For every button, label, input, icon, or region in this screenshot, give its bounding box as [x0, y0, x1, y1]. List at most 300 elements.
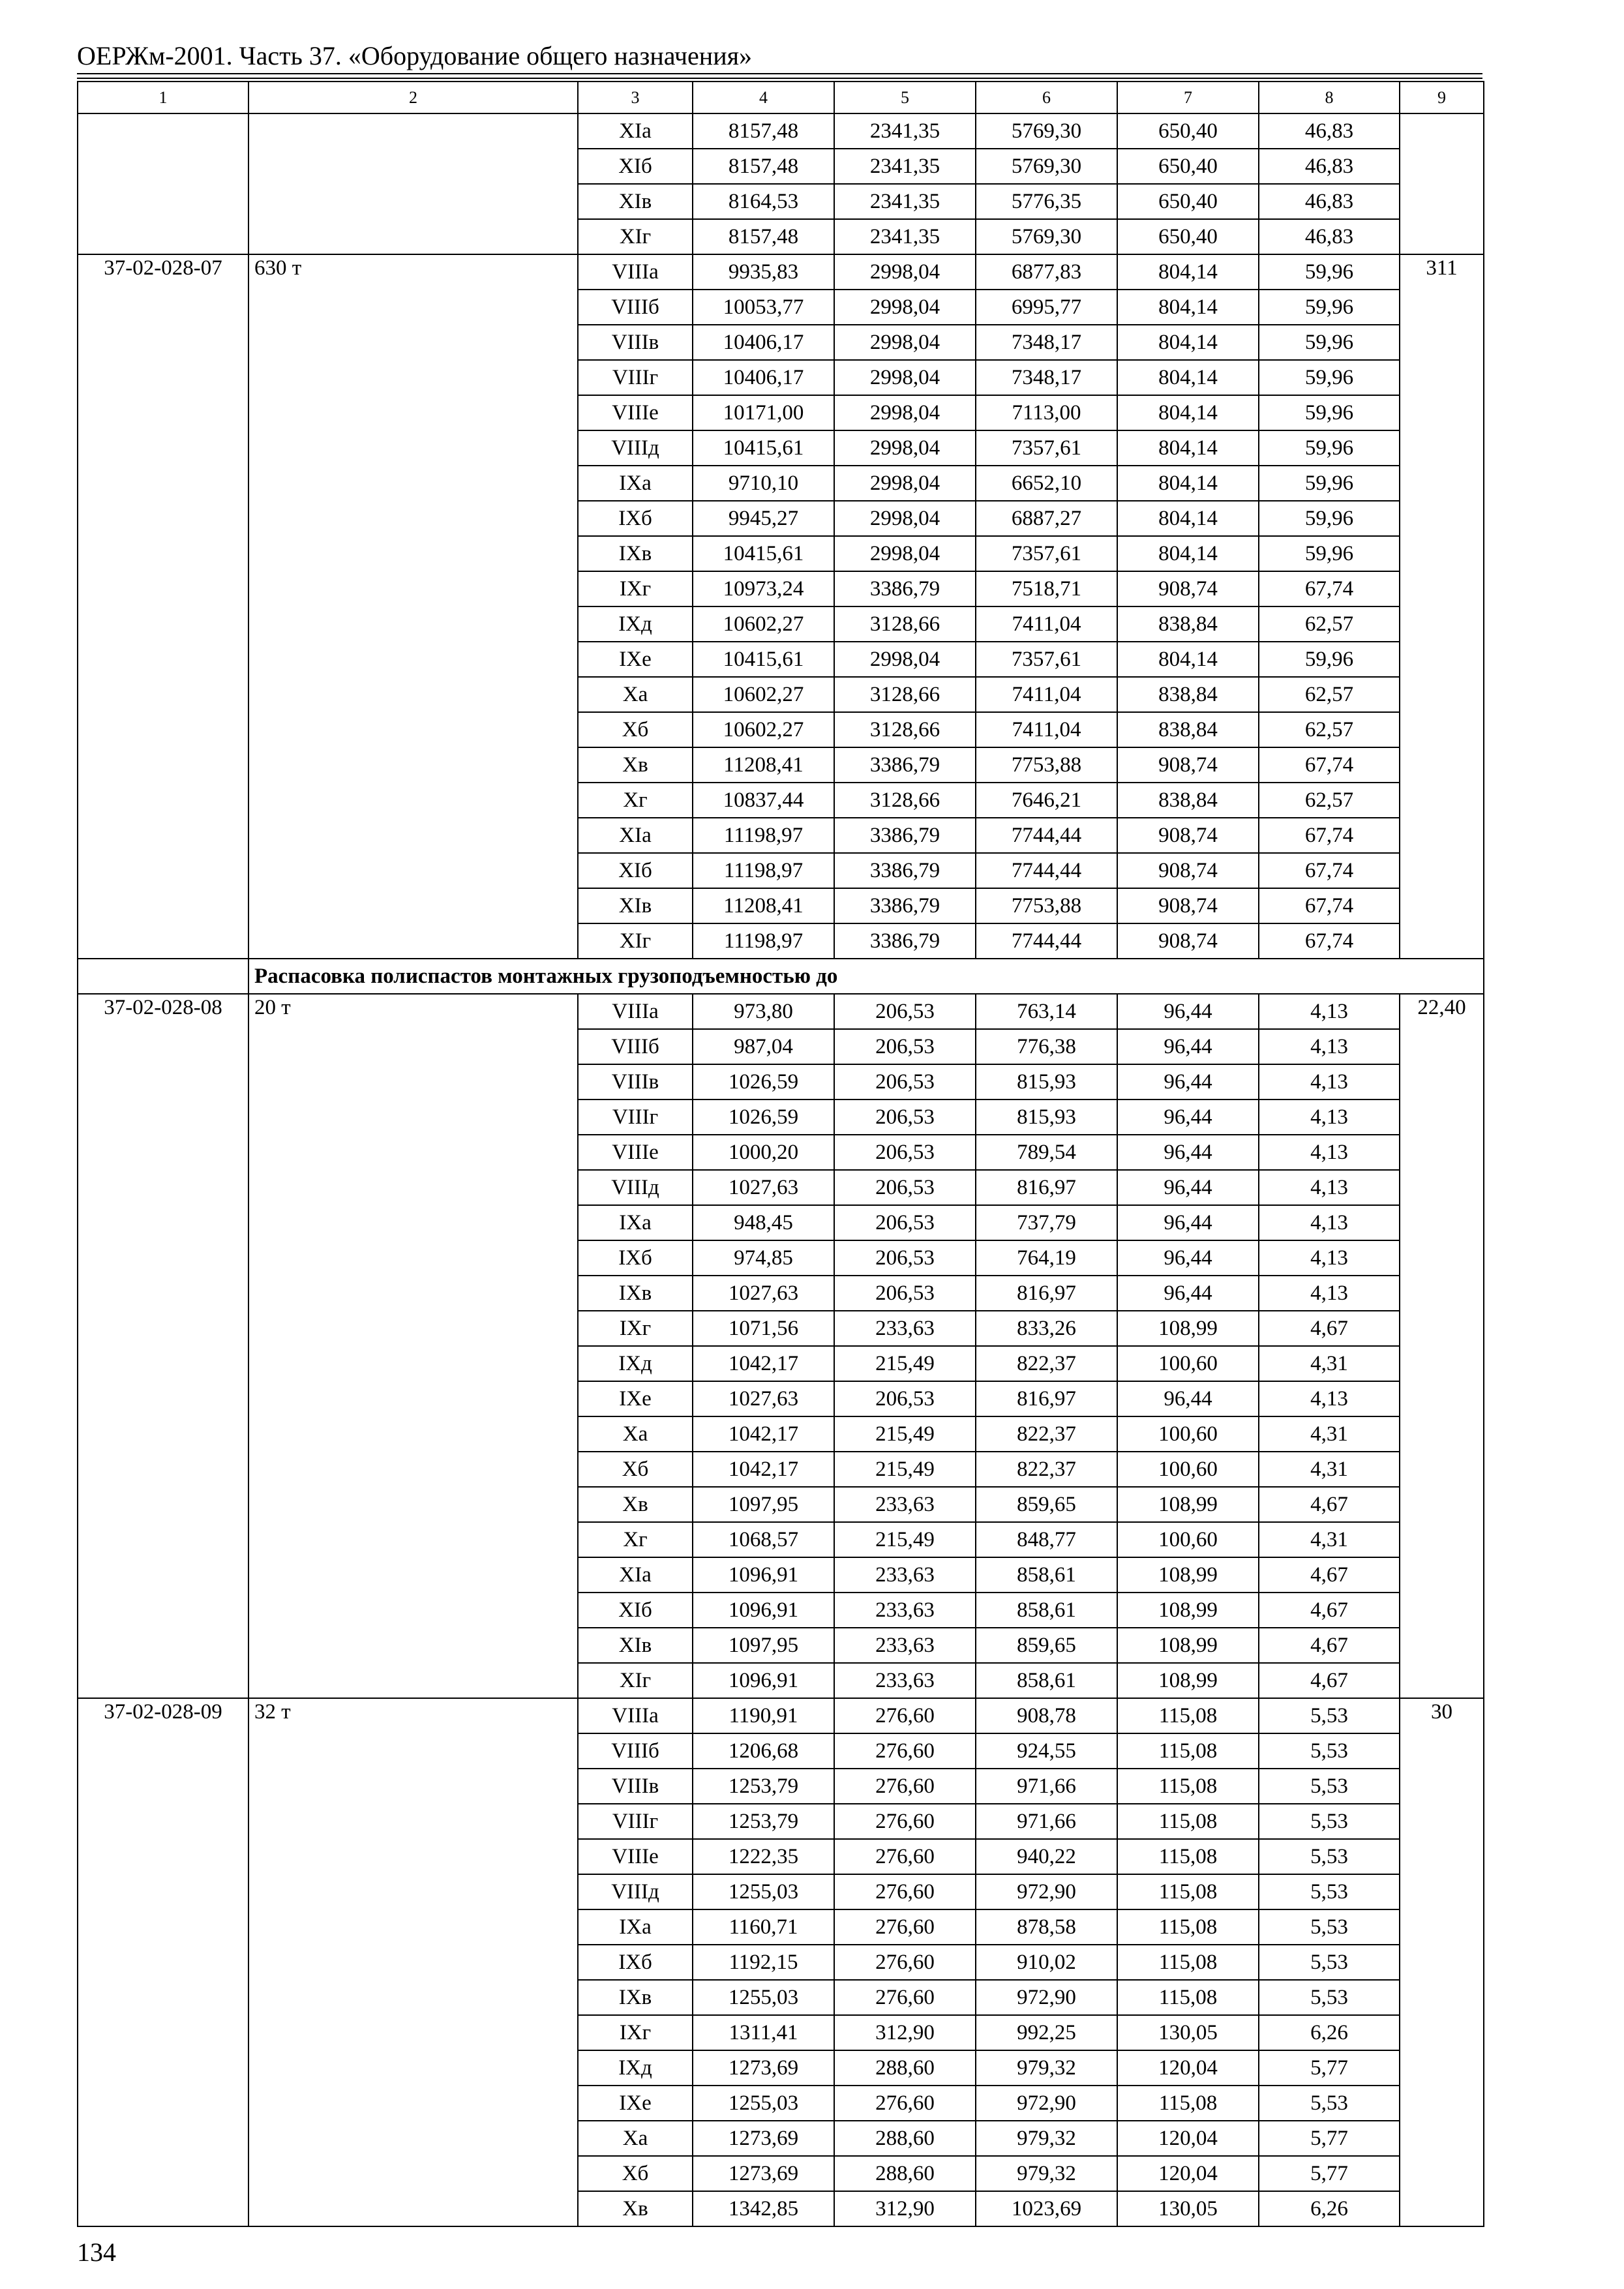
- value-cell: 3386,79: [834, 571, 976, 606]
- value-cell: 5,77: [1259, 2050, 1400, 2086]
- value-cell: 11198,97: [693, 818, 834, 853]
- zone-cell: Xа: [578, 2121, 693, 2156]
- value-cell: 815,93: [976, 1064, 1117, 1100]
- value-cell: 4,13: [1259, 1205, 1400, 1240]
- value-cell: 973,80: [693, 994, 834, 1029]
- value-cell: 206,53: [834, 1205, 976, 1240]
- zone-cell: VIIIд: [578, 1874, 693, 1909]
- value-cell: 59,96: [1259, 430, 1400, 466]
- value-cell: 2998,04: [834, 325, 976, 360]
- value-cell: 46,83: [1259, 149, 1400, 184]
- value-cell: 1023,69: [976, 2191, 1117, 2226]
- value-cell: 10973,24: [693, 571, 834, 606]
- column-9-cell: 30: [1400, 1698, 1484, 2226]
- value-cell: 1160,71: [693, 1909, 834, 1945]
- zone-cell: IXг: [578, 2015, 693, 2050]
- value-cell: 1096,91: [693, 1557, 834, 1593]
- value-cell: 108,99: [1117, 1311, 1259, 1346]
- value-cell: 908,74: [1117, 747, 1259, 783]
- value-cell: 804,14: [1117, 642, 1259, 677]
- value-cell: 7744,44: [976, 923, 1117, 959]
- value-cell: 4,13: [1259, 994, 1400, 1029]
- rate-name-cell: 20 т: [248, 994, 578, 1698]
- value-cell: 1222,35: [693, 1839, 834, 1874]
- value-cell: 5,53: [1259, 1698, 1400, 1733]
- value-cell: 4,13: [1259, 1135, 1400, 1170]
- value-cell: 924,55: [976, 1733, 1117, 1769]
- value-cell: 838,84: [1117, 677, 1259, 712]
- zone-cell: VIIIе: [578, 1839, 693, 1874]
- value-cell: 276,60: [834, 1698, 976, 1733]
- value-cell: 2341,35: [834, 113, 976, 149]
- value-cell: 815,93: [976, 1100, 1117, 1135]
- value-cell: 1253,79: [693, 1804, 834, 1839]
- value-cell: 96,44: [1117, 1205, 1259, 1240]
- value-cell: 971,66: [976, 1804, 1117, 1839]
- value-cell: 96,44: [1117, 1240, 1259, 1276]
- value-cell: 5,53: [1259, 1839, 1400, 1874]
- value-cell: 10053,77: [693, 290, 834, 325]
- value-cell: 10415,61: [693, 536, 834, 571]
- value-cell: 108,99: [1117, 1628, 1259, 1663]
- zone-cell: IXв: [578, 1980, 693, 2015]
- rate-name-cell: 32 т: [248, 1698, 578, 2226]
- value-cell: 2341,35: [834, 219, 976, 254]
- zone-cell: VIIIб: [578, 1733, 693, 1769]
- value-cell: 838,84: [1117, 783, 1259, 818]
- zone-cell: Xв: [578, 747, 693, 783]
- value-cell: 67,74: [1259, 571, 1400, 606]
- value-cell: 3128,66: [834, 677, 976, 712]
- zone-cell: XIб: [578, 853, 693, 888]
- value-cell: 100,60: [1117, 1452, 1259, 1487]
- value-cell: 5,53: [1259, 1804, 1400, 1839]
- value-cell: 108,99: [1117, 1593, 1259, 1628]
- value-cell: 288,60: [834, 2156, 976, 2191]
- column-number-cell: 8: [1259, 82, 1400, 113]
- value-cell: 1042,17: [693, 1416, 834, 1452]
- value-cell: 987,04: [693, 1029, 834, 1064]
- value-cell: 233,63: [834, 1557, 976, 1593]
- value-cell: 3386,79: [834, 853, 976, 888]
- rate-code-cell: 37-02-028-09: [78, 1698, 248, 2226]
- zone-cell: VIIIб: [578, 1029, 693, 1064]
- value-cell: 650,40: [1117, 219, 1259, 254]
- value-cell: 96,44: [1117, 1276, 1259, 1311]
- value-cell: 206,53: [834, 1135, 976, 1170]
- value-cell: 1000,20: [693, 1135, 834, 1170]
- value-cell: 288,60: [834, 2121, 976, 2156]
- value-cell: 276,60: [834, 1769, 976, 1804]
- column-number-cell: 1: [78, 82, 248, 113]
- value-cell: 7411,04: [976, 677, 1117, 712]
- value-cell: 96,44: [1117, 1064, 1259, 1100]
- value-cell: 4,31: [1259, 1522, 1400, 1557]
- value-cell: 1255,03: [693, 2086, 834, 2121]
- value-cell: 2998,04: [834, 430, 976, 466]
- value-cell: 822,37: [976, 1416, 1117, 1452]
- zone-cell: VIIIг: [578, 1804, 693, 1839]
- value-cell: 910,02: [976, 1945, 1117, 1980]
- value-cell: 4,13: [1259, 1381, 1400, 1416]
- value-cell: 858,61: [976, 1663, 1117, 1698]
- value-cell: 650,40: [1117, 184, 1259, 219]
- value-cell: 1255,03: [693, 1980, 834, 2015]
- value-cell: 233,63: [834, 1628, 976, 1663]
- value-cell: 908,74: [1117, 888, 1259, 923]
- value-cell: 5769,30: [976, 219, 1117, 254]
- value-cell: 115,08: [1117, 1945, 1259, 1980]
- value-cell: 7113,00: [976, 395, 1117, 430]
- value-cell: 276,60: [834, 1733, 976, 1769]
- zone-cell: VIIIв: [578, 325, 693, 360]
- value-cell: 11198,97: [693, 853, 834, 888]
- zone-cell: XIв: [578, 1628, 693, 1663]
- zone-cell: IXг: [578, 571, 693, 606]
- table-row: [78, 1698, 1484, 1733]
- zone-cell: IXв: [578, 1276, 693, 1311]
- header-rule-top: [77, 73, 1482, 74]
- value-cell: 59,96: [1259, 395, 1400, 430]
- value-cell: 67,74: [1259, 923, 1400, 959]
- zone-cell: XIб: [578, 1593, 693, 1628]
- value-cell: 1096,91: [693, 1663, 834, 1698]
- value-cell: 120,04: [1117, 2121, 1259, 2156]
- value-cell: 7357,61: [976, 642, 1117, 677]
- value-cell: 276,60: [834, 1839, 976, 1874]
- zone-cell: VIIIг: [578, 360, 693, 395]
- value-cell: 5,77: [1259, 2121, 1400, 2156]
- value-cell: 115,08: [1117, 1769, 1259, 1804]
- zone-cell: VIIIд: [578, 1170, 693, 1205]
- value-cell: 7348,17: [976, 325, 1117, 360]
- value-cell: 7744,44: [976, 818, 1117, 853]
- value-cell: 4,67: [1259, 1593, 1400, 1628]
- value-cell: 5776,35: [976, 184, 1117, 219]
- value-cell: 10602,27: [693, 606, 834, 642]
- value-cell: 848,77: [976, 1522, 1117, 1557]
- value-cell: 4,13: [1259, 1100, 1400, 1135]
- zone-cell: IXа: [578, 1909, 693, 1945]
- value-cell: 1026,59: [693, 1100, 834, 1135]
- value-cell: 3386,79: [834, 923, 976, 959]
- value-cell: 4,13: [1259, 1240, 1400, 1276]
- zone-cell: VIIIа: [578, 254, 693, 290]
- header-rule-bottom: [77, 78, 1482, 79]
- zone-cell: IXе: [578, 642, 693, 677]
- value-cell: 2998,04: [834, 466, 976, 501]
- zone-cell: Xв: [578, 1487, 693, 1522]
- value-cell: 4,13: [1259, 1170, 1400, 1205]
- value-cell: 972,90: [976, 1874, 1117, 1909]
- value-cell: 115,08: [1117, 1909, 1259, 1945]
- value-cell: 233,63: [834, 1593, 976, 1628]
- value-cell: 215,49: [834, 1346, 976, 1381]
- value-cell: 312,90: [834, 2015, 976, 2050]
- value-cell: 96,44: [1117, 994, 1259, 1029]
- value-cell: 4,31: [1259, 1346, 1400, 1381]
- value-cell: 96,44: [1117, 1381, 1259, 1416]
- value-cell: 974,85: [693, 1240, 834, 1276]
- value-cell: 4,31: [1259, 1452, 1400, 1487]
- value-cell: 100,60: [1117, 1416, 1259, 1452]
- value-cell: 5,53: [1259, 1733, 1400, 1769]
- value-cell: 1042,17: [693, 1346, 834, 1381]
- value-cell: 59,96: [1259, 466, 1400, 501]
- value-cell: 206,53: [834, 1100, 976, 1135]
- zone-cell: VIIIе: [578, 395, 693, 430]
- page-number: 134: [77, 2237, 116, 2267]
- value-cell: 816,97: [976, 1381, 1117, 1416]
- value-cell: 206,53: [834, 1381, 976, 1416]
- zone-cell: IXб: [578, 1945, 693, 1980]
- value-cell: 1255,03: [693, 1874, 834, 1909]
- zone-cell: XIа: [578, 113, 693, 149]
- value-cell: 115,08: [1117, 1874, 1259, 1909]
- value-cell: 7646,21: [976, 783, 1117, 818]
- value-cell: 1027,63: [693, 1381, 834, 1416]
- value-cell: 5769,30: [976, 149, 1117, 184]
- section-row: [78, 959, 1484, 994]
- value-cell: 3386,79: [834, 888, 976, 923]
- value-cell: 206,53: [834, 1029, 976, 1064]
- value-cell: 816,97: [976, 1276, 1117, 1311]
- value-cell: 1026,59: [693, 1064, 834, 1100]
- value-cell: 5,53: [1259, 1909, 1400, 1945]
- value-cell: 8157,48: [693, 219, 834, 254]
- section-empty-cell: [78, 959, 248, 994]
- value-cell: 46,83: [1259, 113, 1400, 149]
- zone-cell: Xг: [578, 1522, 693, 1557]
- value-cell: 4,67: [1259, 1663, 1400, 1698]
- table-row: [78, 254, 1484, 290]
- value-cell: 1096,91: [693, 1593, 834, 1628]
- value-cell: 7357,61: [976, 430, 1117, 466]
- value-cell: 763,14: [976, 994, 1117, 1029]
- value-cell: 10415,61: [693, 430, 834, 466]
- value-cell: 822,37: [976, 1452, 1117, 1487]
- value-cell: 206,53: [834, 1064, 976, 1100]
- zone-cell: XIг: [578, 923, 693, 959]
- value-cell: 10406,17: [693, 325, 834, 360]
- zone-cell: VIIIв: [578, 1769, 693, 1804]
- value-cell: 1027,63: [693, 1170, 834, 1205]
- value-cell: 215,49: [834, 1416, 976, 1452]
- value-cell: 206,53: [834, 1276, 976, 1311]
- zone-cell: IXв: [578, 536, 693, 571]
- value-cell: 96,44: [1117, 1170, 1259, 1205]
- zone-cell: IXе: [578, 1381, 693, 1416]
- value-cell: 10602,27: [693, 677, 834, 712]
- value-cell: 833,26: [976, 1311, 1117, 1346]
- value-cell: 6887,27: [976, 501, 1117, 536]
- zone-cell: Xв: [578, 2191, 693, 2226]
- value-cell: 5,77: [1259, 2156, 1400, 2191]
- value-cell: 276,60: [834, 1980, 976, 2015]
- value-cell: 776,38: [976, 1029, 1117, 1064]
- column-number-cell: 2: [248, 82, 578, 113]
- value-cell: 1097,95: [693, 1487, 834, 1522]
- rate-code-cell: 37-02-028-07: [78, 254, 248, 959]
- column-9-cell: 311: [1400, 254, 1484, 959]
- value-cell: 10171,00: [693, 395, 834, 430]
- value-cell: 46,83: [1259, 219, 1400, 254]
- value-cell: 940,22: [976, 1839, 1117, 1874]
- zone-cell: VIIIд: [578, 430, 693, 466]
- value-cell: 62,57: [1259, 712, 1400, 747]
- value-cell: 908,74: [1117, 923, 1259, 959]
- value-cell: 858,61: [976, 1557, 1117, 1593]
- value-cell: 8164,53: [693, 184, 834, 219]
- column-number-cell: 3: [578, 82, 693, 113]
- value-cell: 2998,04: [834, 501, 976, 536]
- value-cell: 11198,97: [693, 923, 834, 959]
- column-number-cell: 5: [834, 82, 976, 113]
- value-cell: 764,19: [976, 1240, 1117, 1276]
- value-cell: 816,97: [976, 1170, 1117, 1205]
- zone-cell: VIIIе: [578, 1135, 693, 1170]
- value-cell: 10837,44: [693, 783, 834, 818]
- value-cell: 11208,41: [693, 747, 834, 783]
- value-cell: 5,53: [1259, 1980, 1400, 2015]
- value-cell: 115,08: [1117, 1839, 1259, 1874]
- value-cell: 2341,35: [834, 149, 976, 184]
- value-cell: 804,14: [1117, 360, 1259, 395]
- zone-cell: XIв: [578, 888, 693, 923]
- value-cell: 115,08: [1117, 1733, 1259, 1769]
- value-cell: 108,99: [1117, 1663, 1259, 1698]
- value-cell: 6,26: [1259, 2015, 1400, 2050]
- value-cell: 3128,66: [834, 712, 976, 747]
- value-cell: 120,04: [1117, 2050, 1259, 2086]
- value-cell: 1253,79: [693, 1769, 834, 1804]
- table-row: [78, 994, 1484, 1029]
- rate-name-cell: 630 т: [248, 254, 578, 959]
- value-cell: 979,32: [976, 2156, 1117, 2191]
- zone-cell: Xг: [578, 783, 693, 818]
- value-cell: 7744,44: [976, 853, 1117, 888]
- price-table: [77, 81, 1484, 2227]
- value-cell: 276,60: [834, 1909, 976, 1945]
- value-cell: 3128,66: [834, 783, 976, 818]
- value-cell: 1342,85: [693, 2191, 834, 2226]
- value-cell: 5,53: [1259, 2086, 1400, 2121]
- value-cell: 2998,04: [834, 642, 976, 677]
- value-cell: 1192,15: [693, 1945, 834, 1980]
- value-cell: 2998,04: [834, 360, 976, 395]
- value-cell: 804,14: [1117, 536, 1259, 571]
- value-cell: 3128,66: [834, 606, 976, 642]
- zone-cell: IXа: [578, 466, 693, 501]
- value-cell: 859,65: [976, 1628, 1117, 1663]
- value-cell: 5,53: [1259, 1874, 1400, 1909]
- value-cell: 2998,04: [834, 536, 976, 571]
- value-cell: 1097,95: [693, 1628, 834, 1663]
- value-cell: 972,90: [976, 1980, 1117, 2015]
- value-cell: 11208,41: [693, 888, 834, 923]
- value-cell: 7411,04: [976, 606, 1117, 642]
- value-cell: 59,96: [1259, 325, 1400, 360]
- value-cell: 59,96: [1259, 360, 1400, 395]
- zone-cell: Xб: [578, 2156, 693, 2191]
- value-cell: 804,14: [1117, 466, 1259, 501]
- value-cell: 96,44: [1117, 1100, 1259, 1135]
- value-cell: 115,08: [1117, 1698, 1259, 1733]
- value-cell: 650,40: [1117, 113, 1259, 149]
- value-cell: 948,45: [693, 1205, 834, 1240]
- value-cell: 4,13: [1259, 1276, 1400, 1311]
- value-cell: 312,90: [834, 2191, 976, 2226]
- value-cell: 120,04: [1117, 2156, 1259, 2191]
- value-cell: 130,05: [1117, 2015, 1259, 2050]
- value-cell: 1071,56: [693, 1311, 834, 1346]
- value-cell: 100,60: [1117, 1346, 1259, 1381]
- value-cell: 838,84: [1117, 606, 1259, 642]
- value-cell: 1311,41: [693, 2015, 834, 2050]
- value-cell: 288,60: [834, 2050, 976, 2086]
- value-cell: 115,08: [1117, 1980, 1259, 2015]
- value-cell: 804,14: [1117, 501, 1259, 536]
- value-cell: 206,53: [834, 1240, 976, 1276]
- value-cell: 858,61: [976, 1593, 1117, 1628]
- value-cell: 67,74: [1259, 888, 1400, 923]
- value-cell: 804,14: [1117, 395, 1259, 430]
- value-cell: 108,99: [1117, 1557, 1259, 1593]
- value-cell: 908,74: [1117, 818, 1259, 853]
- zone-cell: VIIIб: [578, 290, 693, 325]
- value-cell: 67,74: [1259, 747, 1400, 783]
- value-cell: 908,74: [1117, 853, 1259, 888]
- value-cell: 6995,77: [976, 290, 1117, 325]
- value-cell: 979,32: [976, 2121, 1117, 2156]
- value-cell: 67,74: [1259, 818, 1400, 853]
- value-cell: 737,79: [976, 1205, 1117, 1240]
- zone-cell: IXб: [578, 1240, 693, 1276]
- value-cell: 4,67: [1259, 1628, 1400, 1663]
- value-cell: 7348,17: [976, 360, 1117, 395]
- value-cell: 96,44: [1117, 1135, 1259, 1170]
- value-cell: 215,49: [834, 1452, 976, 1487]
- zone-cell: Xа: [578, 677, 693, 712]
- zone-cell: IXа: [578, 1205, 693, 1240]
- value-cell: 276,60: [834, 1804, 976, 1839]
- value-cell: 233,63: [834, 1311, 976, 1346]
- value-cell: 4,67: [1259, 1487, 1400, 1522]
- column-9-cell: 22,40: [1400, 994, 1484, 1698]
- zone-cell: Xб: [578, 712, 693, 747]
- zone-cell: XIг: [578, 219, 693, 254]
- zone-cell: VIIIа: [578, 994, 693, 1029]
- rate-code-cell: 37-02-028-08: [78, 994, 248, 1698]
- value-cell: 4,67: [1259, 1557, 1400, 1593]
- value-cell: 62,57: [1259, 677, 1400, 712]
- value-cell: 10415,61: [693, 642, 834, 677]
- column-number-cell: 6: [976, 82, 1117, 113]
- value-cell: 1273,69: [693, 2121, 834, 2156]
- value-cell: 276,60: [834, 1945, 976, 1980]
- value-cell: 2998,04: [834, 290, 976, 325]
- value-cell: 804,14: [1117, 290, 1259, 325]
- value-cell: 2998,04: [834, 254, 976, 290]
- zone-cell: Xа: [578, 1416, 693, 1452]
- value-cell: 2998,04: [834, 395, 976, 430]
- value-cell: 59,96: [1259, 290, 1400, 325]
- zone-cell: Xб: [578, 1452, 693, 1487]
- zone-cell: XIб: [578, 149, 693, 184]
- value-cell: 822,37: [976, 1346, 1117, 1381]
- value-cell: 804,14: [1117, 325, 1259, 360]
- value-cell: 59,96: [1259, 536, 1400, 571]
